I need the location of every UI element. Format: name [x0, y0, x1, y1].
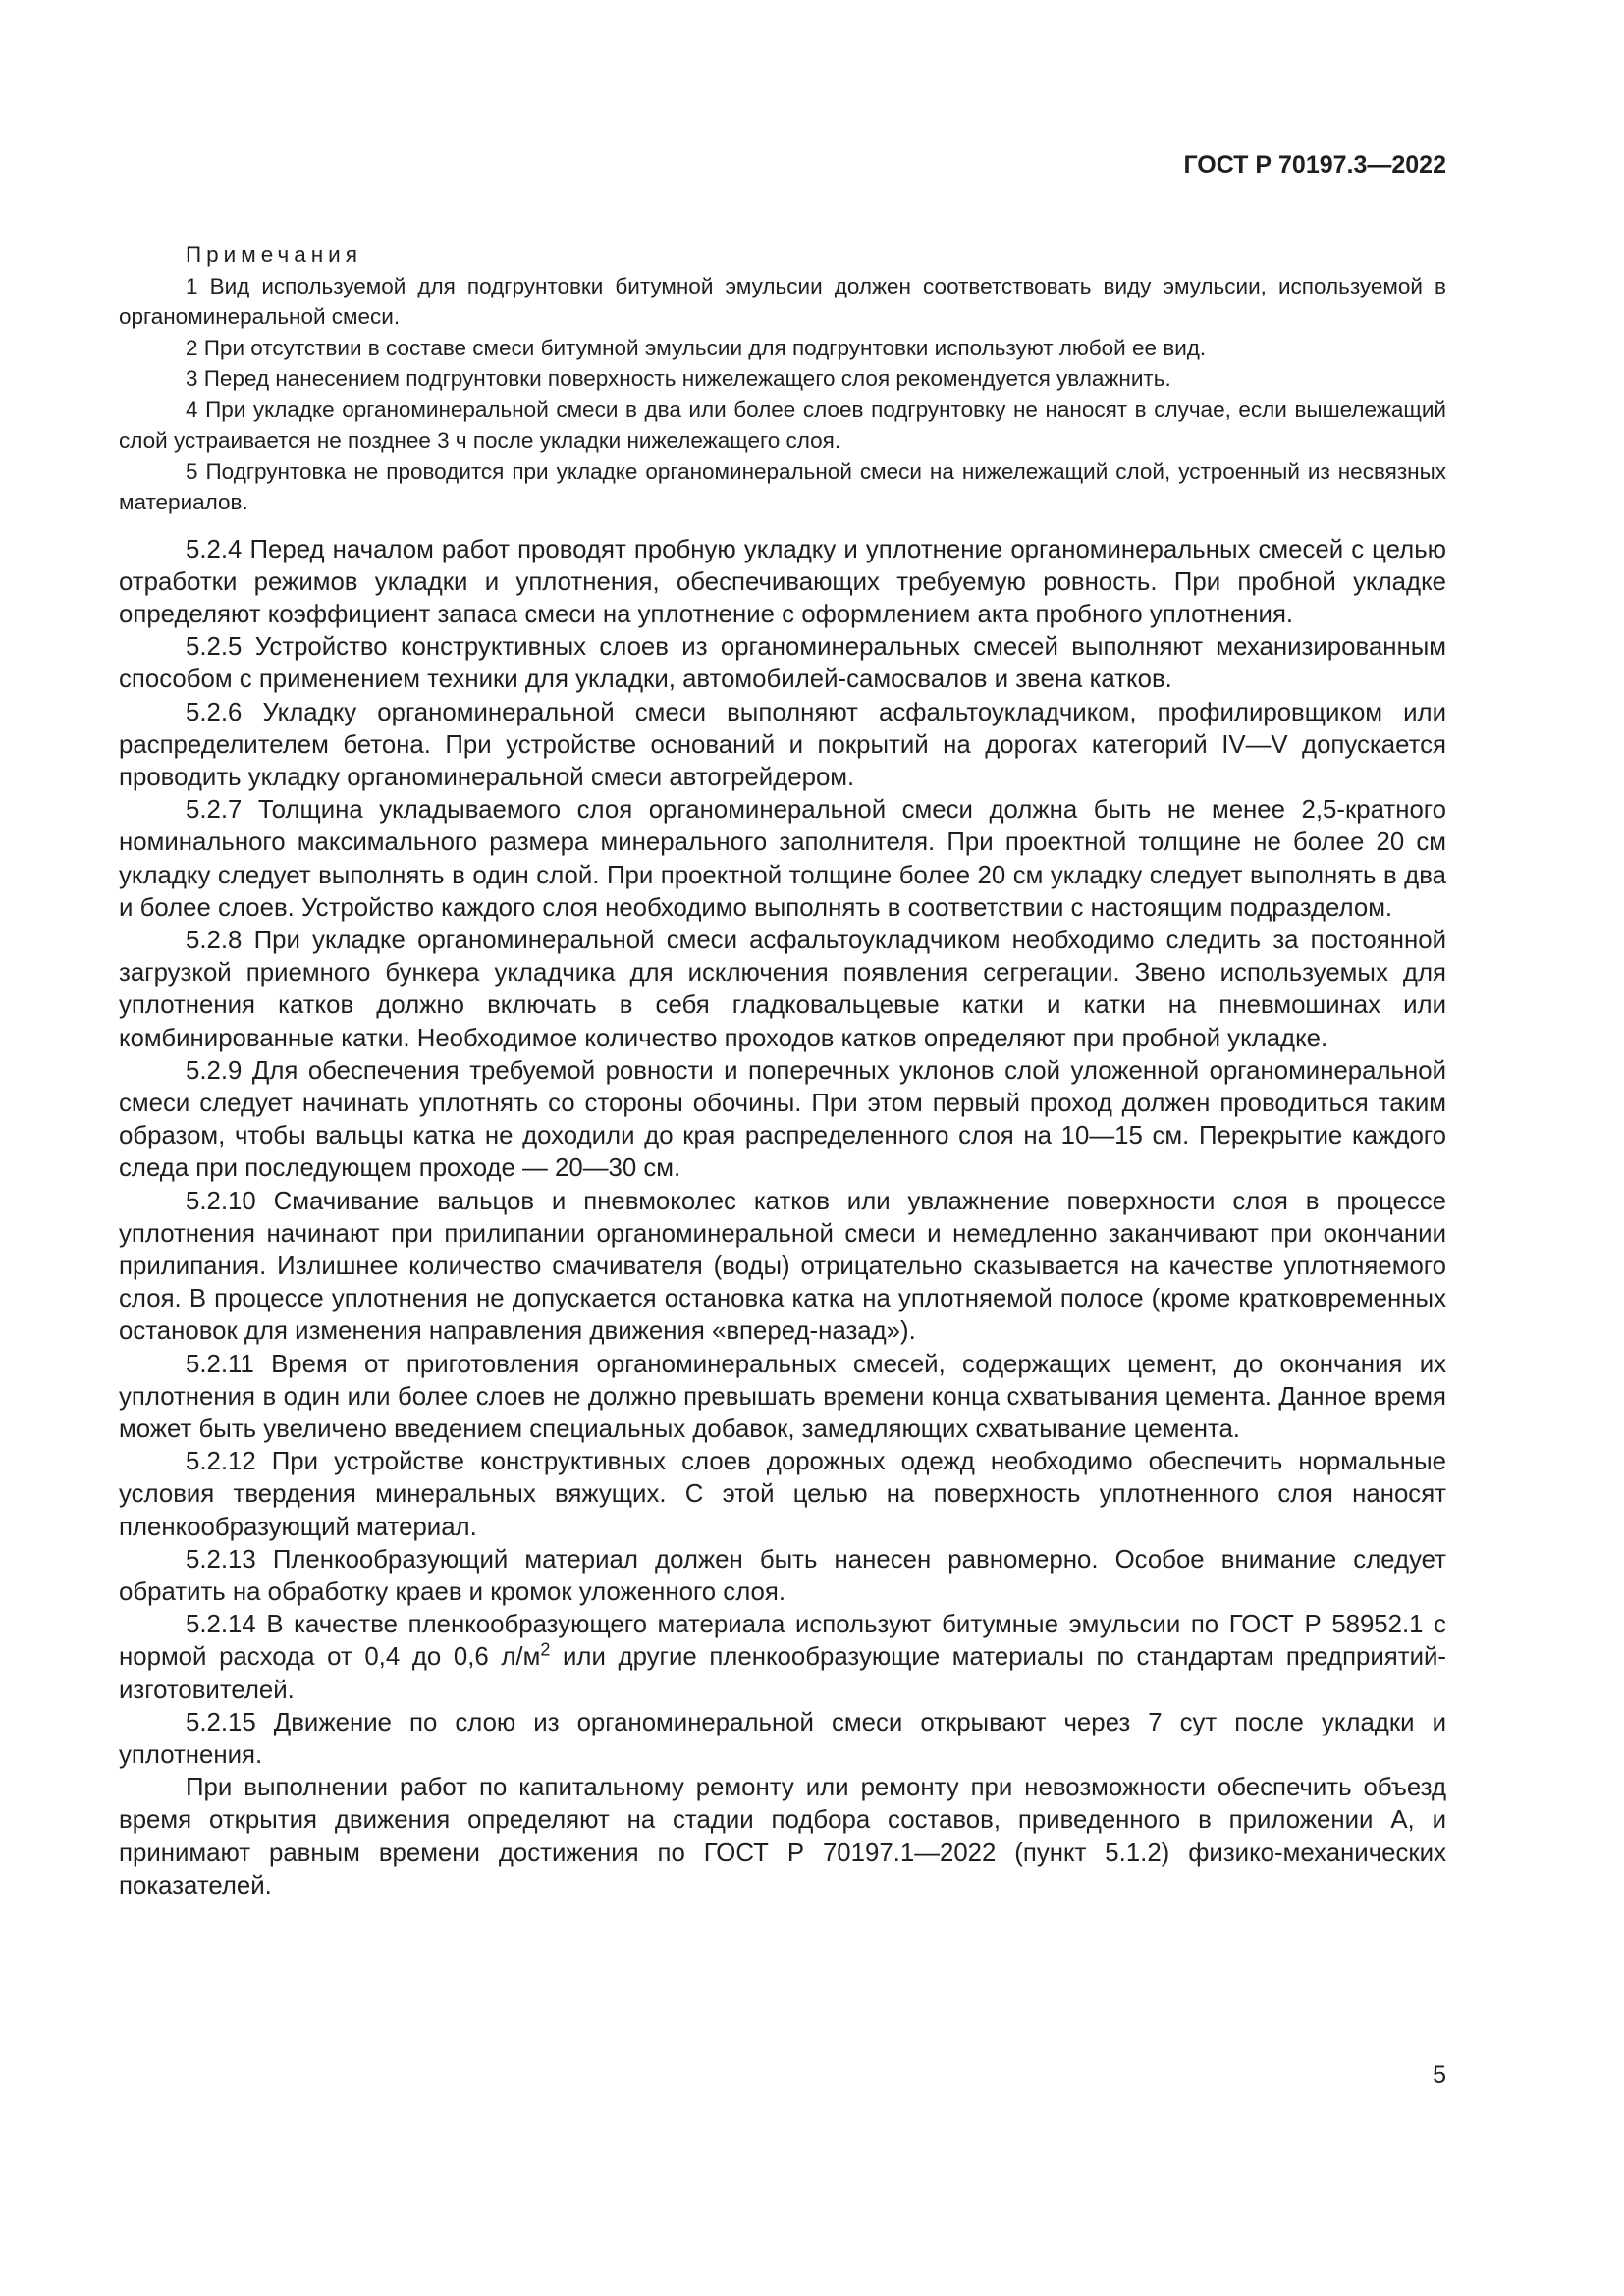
paragraph-5-2-9: 5.2.9 Для обеспечения требуемой ровности и поперечных уклонов слой уложенной органоминеральной смеси следует начинать уплотнять со стороны обочины. При этом первый проход должен проводиться таким образом, чтобы вальцы катка не доходили до края распределенного слоя на 10—15 см. Перекрытие каждого следа при последующем проходе — 20—30 см. [119, 1056, 1446, 1183]
note-item: 5 Подгрунтовка не проводится при укладке органоминеральной смеси на нижележащий слой, устроенный из несвязных материалов. [119, 458, 1446, 514]
superscript-squared: 2 [540, 1639, 551, 1660]
page-number: 5 [1433, 2061, 1446, 2089]
paragraph-5-2-5: 5.2.5 Устройство конструктивных слоев из органоминеральных смесей выполняют механизированным способом с применением техники для укладки, автомобилей-самосвалов и звена катков. [119, 633, 1446, 694]
notes-block [119, 240, 1446, 518]
paragraph-5-2-7: 5.2.7 Толщина укладываемого слоя органоминеральной смеси должна быть не менее 2,5-кратного номинального максимального размера минерального заполнителя. При проектной толщине не более 20 см укладку следует выполнять в один слой. При проектной толщине более 20 см укладку следует выполнять в два и более слоев. Устройство каждого слоя необходимо выполнять в соответствии с настоящим подразделом. [119, 796, 1446, 922]
paragraph-5-2-4: 5.2.4 Перед началом работ проводят пробную укладку и уплотнение органоминеральных смесей с целью отработки режимов укладки и уплотнения, обеспечивающих требуемую ровность. При пробной укладке определяют коэффициент запаса смеси на уплотнение с оформлением акта пробного уплотнения. [119, 535, 1446, 628]
paragraph-5-2-14-part-before: 5.2.14 В качестве пленкообразующего материала используют битумные эмульсии по ГОСТ Р 58952.1 с нормой расхода от 0,4 до 0,6 л/м [119, 1611, 1446, 1672]
paragraph-5-2-14-part-after: или другие пленкообразующие материалы по стандартам предприятий-изготовителей. [119, 1643, 1446, 1704]
paragraph-5-2-14 [119, 1609, 1446, 1707]
paragraph-5-2-8: 5.2.8 При укладке органоминеральной смеси асфальтоукладчиком необходимо следить за постоянной загрузкой приемного бункера укладчика для исключения появления сегрегации. Звено используемых для уплотнения катков должно включать в себя гладковальцевые катки и катки на пневмошинах или комбинированные катки. Необходимое количество проходов катков определяют при пробной укладке. [119, 926, 1446, 1052]
paragraph-5-2-6: 5.2.6 Укладку органоминеральной смеси выполняют асфальтоукладчиком, профилировщиком или распределителем бетона. При устройстве оснований и покрытий на дорогах категорий IV—V допускается проводить укладку органоминеральной смеси автогрейдером. [119, 698, 1446, 791]
document-header: ГОСТ Р 70197.3—2022 [1183, 151, 1446, 179]
note-item: 4 При укладке органоминеральной смеси в два или более слоев подгрунтовку не наносят в случае, если вышележащий слой устраивается не позднее 3 ч после укладки нижележащего слоя. [119, 397, 1446, 453]
paragraph-5-2-15: 5.2.15 Движение по слою из органоминеральной смеси открывают через 7 сут после укладки и уплотнения. [119, 1708, 1446, 1770]
paragraph-5-2-11: 5.2.11 Время от приготовления органоминеральных смесей, содержащих цемент, до окончания их уплотнения в один или более слоев не должно превышать времени конца схватывания цемента. Данное время может быть увеличено введением специальных добавок, замедляющих схватывание цемента. [119, 1350, 1446, 1443]
note-item: 1 Вид используемой для подгрунтовки битумной эмульсии должен соответствовать виду эмульсии, используемой в органоминеральной смеси. [119, 273, 1446, 329]
body-text [119, 534, 1446, 1903]
paragraph-5-2-12: 5.2.12 При устройстве конструктивных слоев дорожных одежд необходимо обеспечить нормальные условия твердения минеральных вяжущих. С этой целью на поверхность уплотненного слоя наносят пленкообразующий материал. [119, 1448, 1446, 1541]
paragraph-5-2-13: 5.2.13 Пленкообразующий материал должен быть нанесен равномерно. Особое внимание следует обратить на обработку краев и кромок уложенного слоя. [119, 1545, 1446, 1606]
note-item: 2 При отсутствии в составе смеси битумной эмульсии для подгрунтовки используют любой ее вид. [186, 335, 1207, 360]
note-item: 3 Перед нанесением подгрунтовки поверхность нижележащего слоя рекомендуется увлажнить. [186, 366, 1171, 391]
paragraph-5-2-10: 5.2.10 Смачивание вальцов и пневмоколес катков или увлажнение поверхности слоя в процессе уплотнения начинают при прилипании органоминеральной смеси и немедленно заканчивают при окончании прилипания. Излишнее количество смачивателя (воды) отрицательно сказывается на качестве уплотняемого слоя. В процессе уплотнения не допускается остановка катка на уплотняемой полосе (кроме кратковременных остановок для изменения направления движения «вперед-назад»). [119, 1187, 1446, 1346]
paragraph-repair-note: При выполнении работ по капитальному ремонту или ремонту при невозможности обеспечить объезд время открытия движения определяют на стадии подбора составов, приведенного в приложении А, и принимают равным времени достижения по ГОСТ Р 70197.1—2022 (пункт 5.1.2) физико-механических показателей. [119, 1774, 1446, 1899]
notes-title: Примечания [186, 242, 362, 267]
